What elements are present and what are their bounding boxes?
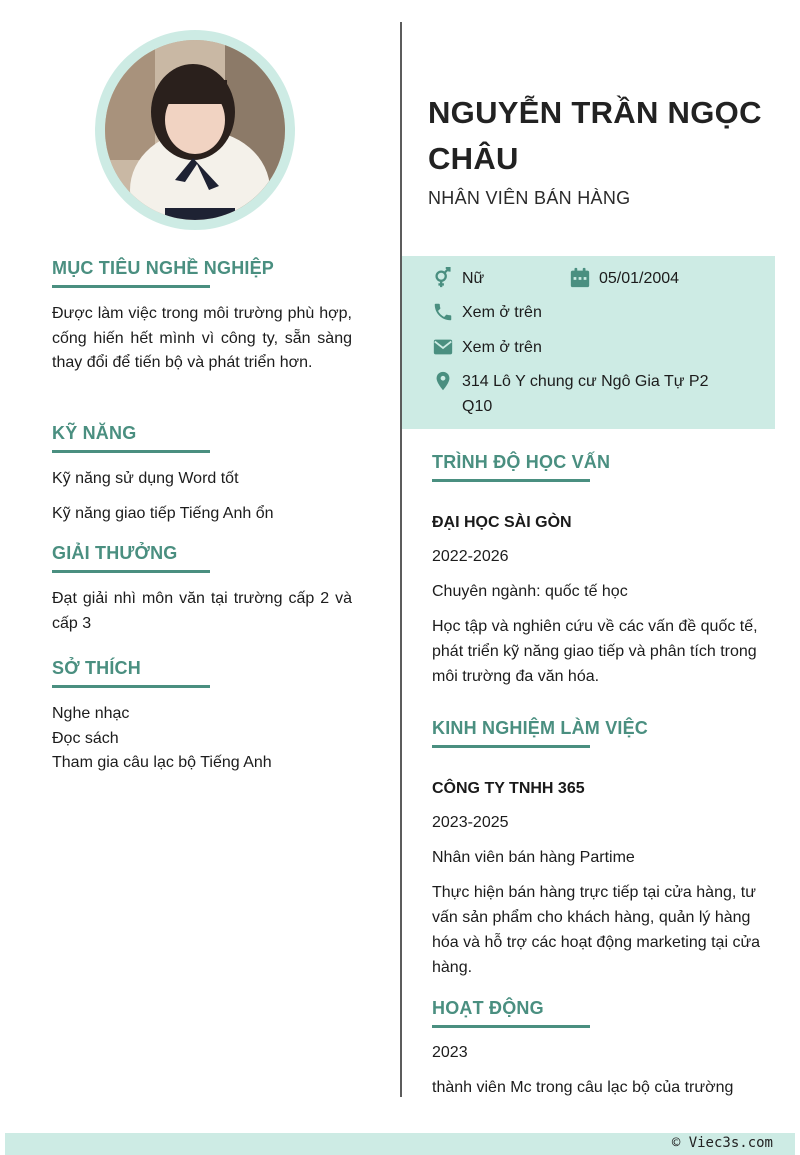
education-title: TRÌNH ĐỘ HỌC VẤN bbox=[432, 452, 611, 472]
avatar bbox=[105, 40, 285, 220]
gender-icon bbox=[432, 267, 454, 289]
activities-section bbox=[432, 998, 772, 1100]
hobbies-rule bbox=[52, 685, 210, 688]
contact-address bbox=[432, 369, 732, 419]
address-value: 314 Lô Y chung cư Ngô Gia Tự P2 Q10 bbox=[462, 373, 709, 415]
hobby-item: Nghe nhạc bbox=[52, 705, 130, 722]
birthday-value: 05/01/2004 bbox=[599, 270, 680, 287]
contact-birthday bbox=[569, 266, 679, 291]
experience-description: Thực hiện bán hàng trực tiếp tại cửa hàng, tư vấn sản phẩm cho khách hàng, quản lý hàng hóa và hỗ trợ các hoạt động marketing tại cửa hàng. bbox=[432, 884, 761, 976]
hobby-item: Đọc sách bbox=[52, 729, 119, 747]
candidate-job-title: NHÂN VIÊN BÁN HÀNG bbox=[428, 188, 631, 208]
footer-copyright[interactable]: © Viec3s.com bbox=[671, 1135, 773, 1151]
column-divider bbox=[400, 22, 402, 1097]
activities-title: HOẠT ĐỘNG bbox=[432, 998, 544, 1018]
awards-title: GIẢI THƯỞNG bbox=[52, 543, 178, 563]
skills-title: KỸ NĂNG bbox=[52, 423, 137, 443]
education-period: 2022-2026 bbox=[432, 548, 509, 565]
phone-icon bbox=[432, 301, 454, 323]
objective-rule bbox=[52, 285, 210, 288]
contact-email bbox=[432, 335, 542, 360]
skill-item: Kỹ năng giao tiếp Tiếng Anh ổn bbox=[52, 504, 274, 522]
footer-bar bbox=[5, 1133, 795, 1155]
contact-phone bbox=[432, 300, 542, 325]
hobby-item: Tham gia câu lạc bộ Tiếng Anh bbox=[52, 754, 272, 771]
activities-text: thành viên Mc trong câu lạc bộ của trường bbox=[432, 1079, 734, 1096]
experience-period: 2023-2025 bbox=[432, 814, 509, 831]
candidate-name: NGUYỄN TRẦN NGỌC CHÂU bbox=[428, 95, 762, 176]
activities-year: 2023 bbox=[432, 1044, 468, 1061]
awards-rule bbox=[52, 570, 210, 573]
education-major: Chuyên ngành: quốc tế học bbox=[432, 583, 628, 600]
phone-value: Xem ở trên bbox=[462, 304, 542, 321]
hobbies-title: SỞ THÍCH bbox=[52, 658, 141, 678]
contact-gender bbox=[432, 266, 484, 291]
objective-title: MỤC TIÊU NGHỀ NGHIỆP bbox=[52, 258, 275, 278]
experience-rule bbox=[432, 745, 590, 748]
objective-section bbox=[52, 258, 352, 376]
experience-company: CÔNG TY TNHH 365 bbox=[432, 780, 585, 797]
awards-text: Đạt giải nhì môn văn tại trường cấp 2 và cấp 3 bbox=[52, 590, 352, 632]
location-pin-icon bbox=[432, 370, 454, 392]
education-school: ĐẠI HỌC SÀI GÒN bbox=[432, 514, 572, 531]
email-icon bbox=[432, 336, 454, 358]
gender-value: Nữ bbox=[462, 270, 485, 287]
education-section bbox=[432, 452, 762, 689]
experience-title: KINH NGHIỆM LÀM VIỆC bbox=[432, 718, 649, 738]
education-rule bbox=[432, 479, 590, 482]
calendar-icon bbox=[569, 267, 591, 289]
experience-section bbox=[432, 718, 762, 980]
avatar-photo bbox=[105, 40, 285, 220]
objective-text: Được làm việc trong môi trường phù hợp, cống hiến hết mình vì công ty, sẵn sàng thay đổi để tiến bộ và phát triển hơn. bbox=[52, 305, 352, 371]
experience-position: Nhân viên bán hàng Partime bbox=[432, 849, 635, 866]
skills-section bbox=[52, 423, 352, 526]
activities-rule bbox=[432, 1025, 590, 1028]
email-value: Xem ở trên bbox=[462, 339, 542, 356]
awards-section bbox=[52, 543, 352, 636]
skills-rule bbox=[52, 450, 210, 453]
education-description: Học tập và nghiên cứu về các vấn đề quốc tế, phát triển kỹ năng giao tiếp và phân tích trong môi trường đa văn hóa. bbox=[432, 618, 758, 685]
skill-item: Kỹ năng sử dụng Word tốt bbox=[52, 470, 239, 487]
hobbies-section bbox=[52, 658, 352, 776]
